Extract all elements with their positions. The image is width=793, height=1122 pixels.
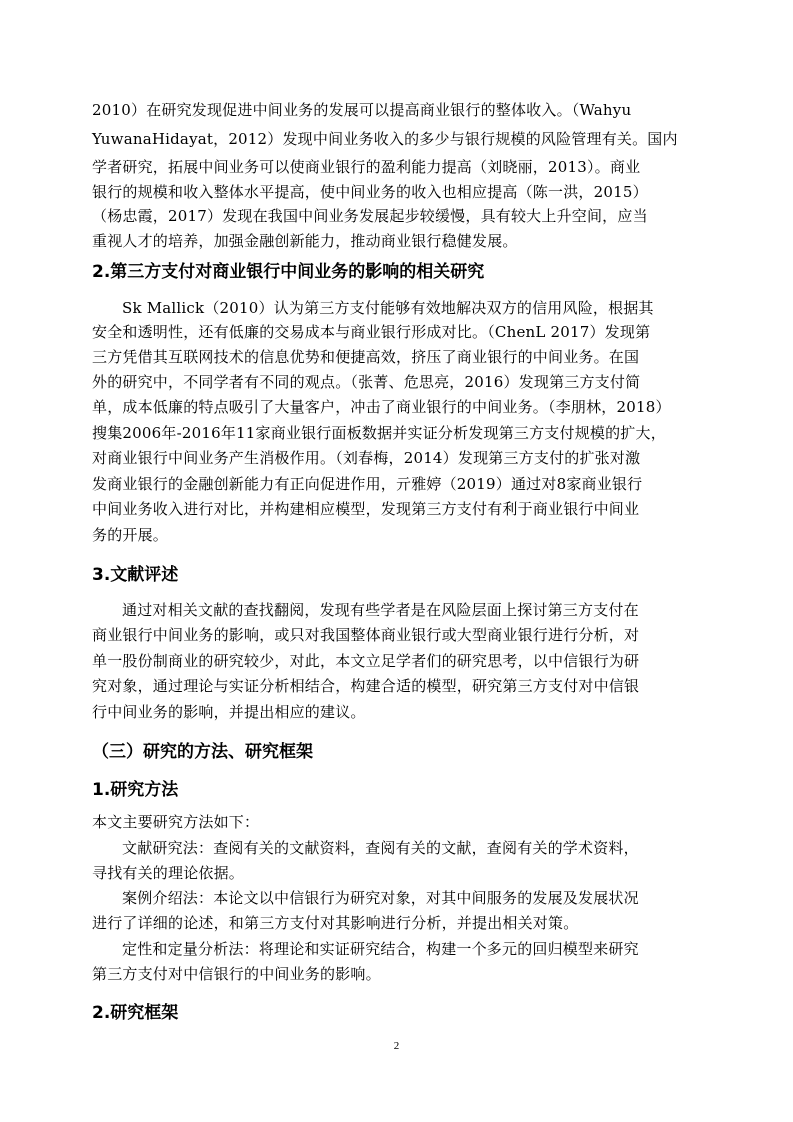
section-heading: 3.文献评述 bbox=[92, 565, 179, 585]
text-line: 本文主要研究方法如下： bbox=[92, 813, 260, 831]
text-line: 对商业银行中间业务产生消极作用。（刘春梅，2014）发现第三方支付的扩张对激 bbox=[92, 449, 641, 467]
text-line: Sk Mallick（2010）认为第三方支付能够有效地解决双方的信用风险，根据其 bbox=[122, 299, 654, 317]
text-line: 通过对相关文献的查找翻阅，发现有些学者是在风险层面上探讨第三方支付在 bbox=[122, 601, 639, 619]
text-line: YuwanaHidayat，2012）发现中间业务收入的多少与银行规模的风险管理有关。国内 bbox=[92, 130, 678, 148]
text-line: 案例介绍法：本论文以中信银行为研究对象，对其中间服务的发展及发展状况 bbox=[122, 889, 639, 907]
text-line: 定性和定量分析法：将理论和实证研究结合，构建一个多元的回归模型来研究 bbox=[122, 940, 639, 958]
text-line: 进行了详细的论述，和第三方支付对其影响进行分析，并提出相关对策。 bbox=[92, 914, 579, 932]
text-line: 搜集2006年-2016年11家商业银行面板数据并实证分析发现第三方支付规模的扩大， bbox=[92, 424, 666, 442]
text-line: （杨忠霞，2017）发现在我国中间业务发展起步较缓慢，具有较大上升空间，应当 bbox=[92, 207, 648, 225]
text-line: 商业银行中间业务的影响，或只对我国整体商业银行或大型商业银行进行分析，对 bbox=[92, 626, 640, 644]
text-line: 重视人才的培养，加强金融创新能力，推动商业银行稳健发展。 bbox=[92, 232, 518, 250]
section-heading: 2.研究框架 bbox=[92, 1003, 179, 1023]
text-line: 务的开展。 bbox=[92, 526, 169, 544]
text-line: 发商业银行的金融创新能力有正向促进作用，亓雅婷（2019）通过对8家商业银行 bbox=[92, 475, 643, 493]
text-line: 外的研究中，不同学者有不同的观点。（张菁、危思亮，2016）发现第三方支付简 bbox=[92, 373, 641, 391]
section-heading: 1.研究方法 bbox=[92, 780, 179, 800]
page-number: 2 bbox=[393, 1040, 400, 1052]
text-line: 中间业务收入进行对比，并构建相应模型，发现第三方支付有利于商业银行中间业 bbox=[92, 500, 640, 518]
text-line: 学者研究，拓展中间业务可以使商业银行的盈利能力提高（刘晓丽，2013）。商业 bbox=[92, 158, 641, 176]
text-line: 第三方支付对中信银行的中间业务的影响。 bbox=[92, 965, 381, 983]
text-line: 行中间业务的影响，并提出相应的建议。 bbox=[92, 703, 366, 721]
text-line: 银行的规模和收入整体水平提高，使中间业务的收入也相应提高（陈一洪，2015） bbox=[92, 183, 648, 201]
text-line: 寻找有关的理论依据。 bbox=[92, 864, 245, 882]
text-line: 究对象，通过理论与实证分析相结合，构建合适的模型，研究第三方支付对中信银 bbox=[92, 677, 640, 695]
text-line: 三方凭借其互联网技术的信息优势和便捷高效，挤压了商业银行的中间业务。在国 bbox=[92, 348, 640, 366]
text-line: 文献研究法：查阅有关的文献资料，查阅有关的文献，查阅有关的学术资料， bbox=[122, 839, 639, 857]
text-line: 安全和透明性，还有低廉的交易成本与商业银行形成对比。（ChenL 2017）发现第 bbox=[92, 323, 651, 341]
section-title: （三）研究的方法、研究框架 bbox=[92, 742, 313, 762]
text-line: 单一股份制商业的研究较少，对此，本文立足学者们的研究思考，以中信银行为研 bbox=[92, 652, 640, 670]
text-line: 单，成本低廉的特点吸引了大量客户，冲击了商业银行的中间业务。（李朋林，2018） bbox=[92, 398, 671, 416]
section-heading: 2.第三方支付对商业银行中间业务的影响的相关研究 bbox=[92, 262, 485, 282]
text-line: 2010）在研究发现促进中间业务的发展可以提高商业银行的整体收入。（Wahyu bbox=[92, 101, 632, 119]
